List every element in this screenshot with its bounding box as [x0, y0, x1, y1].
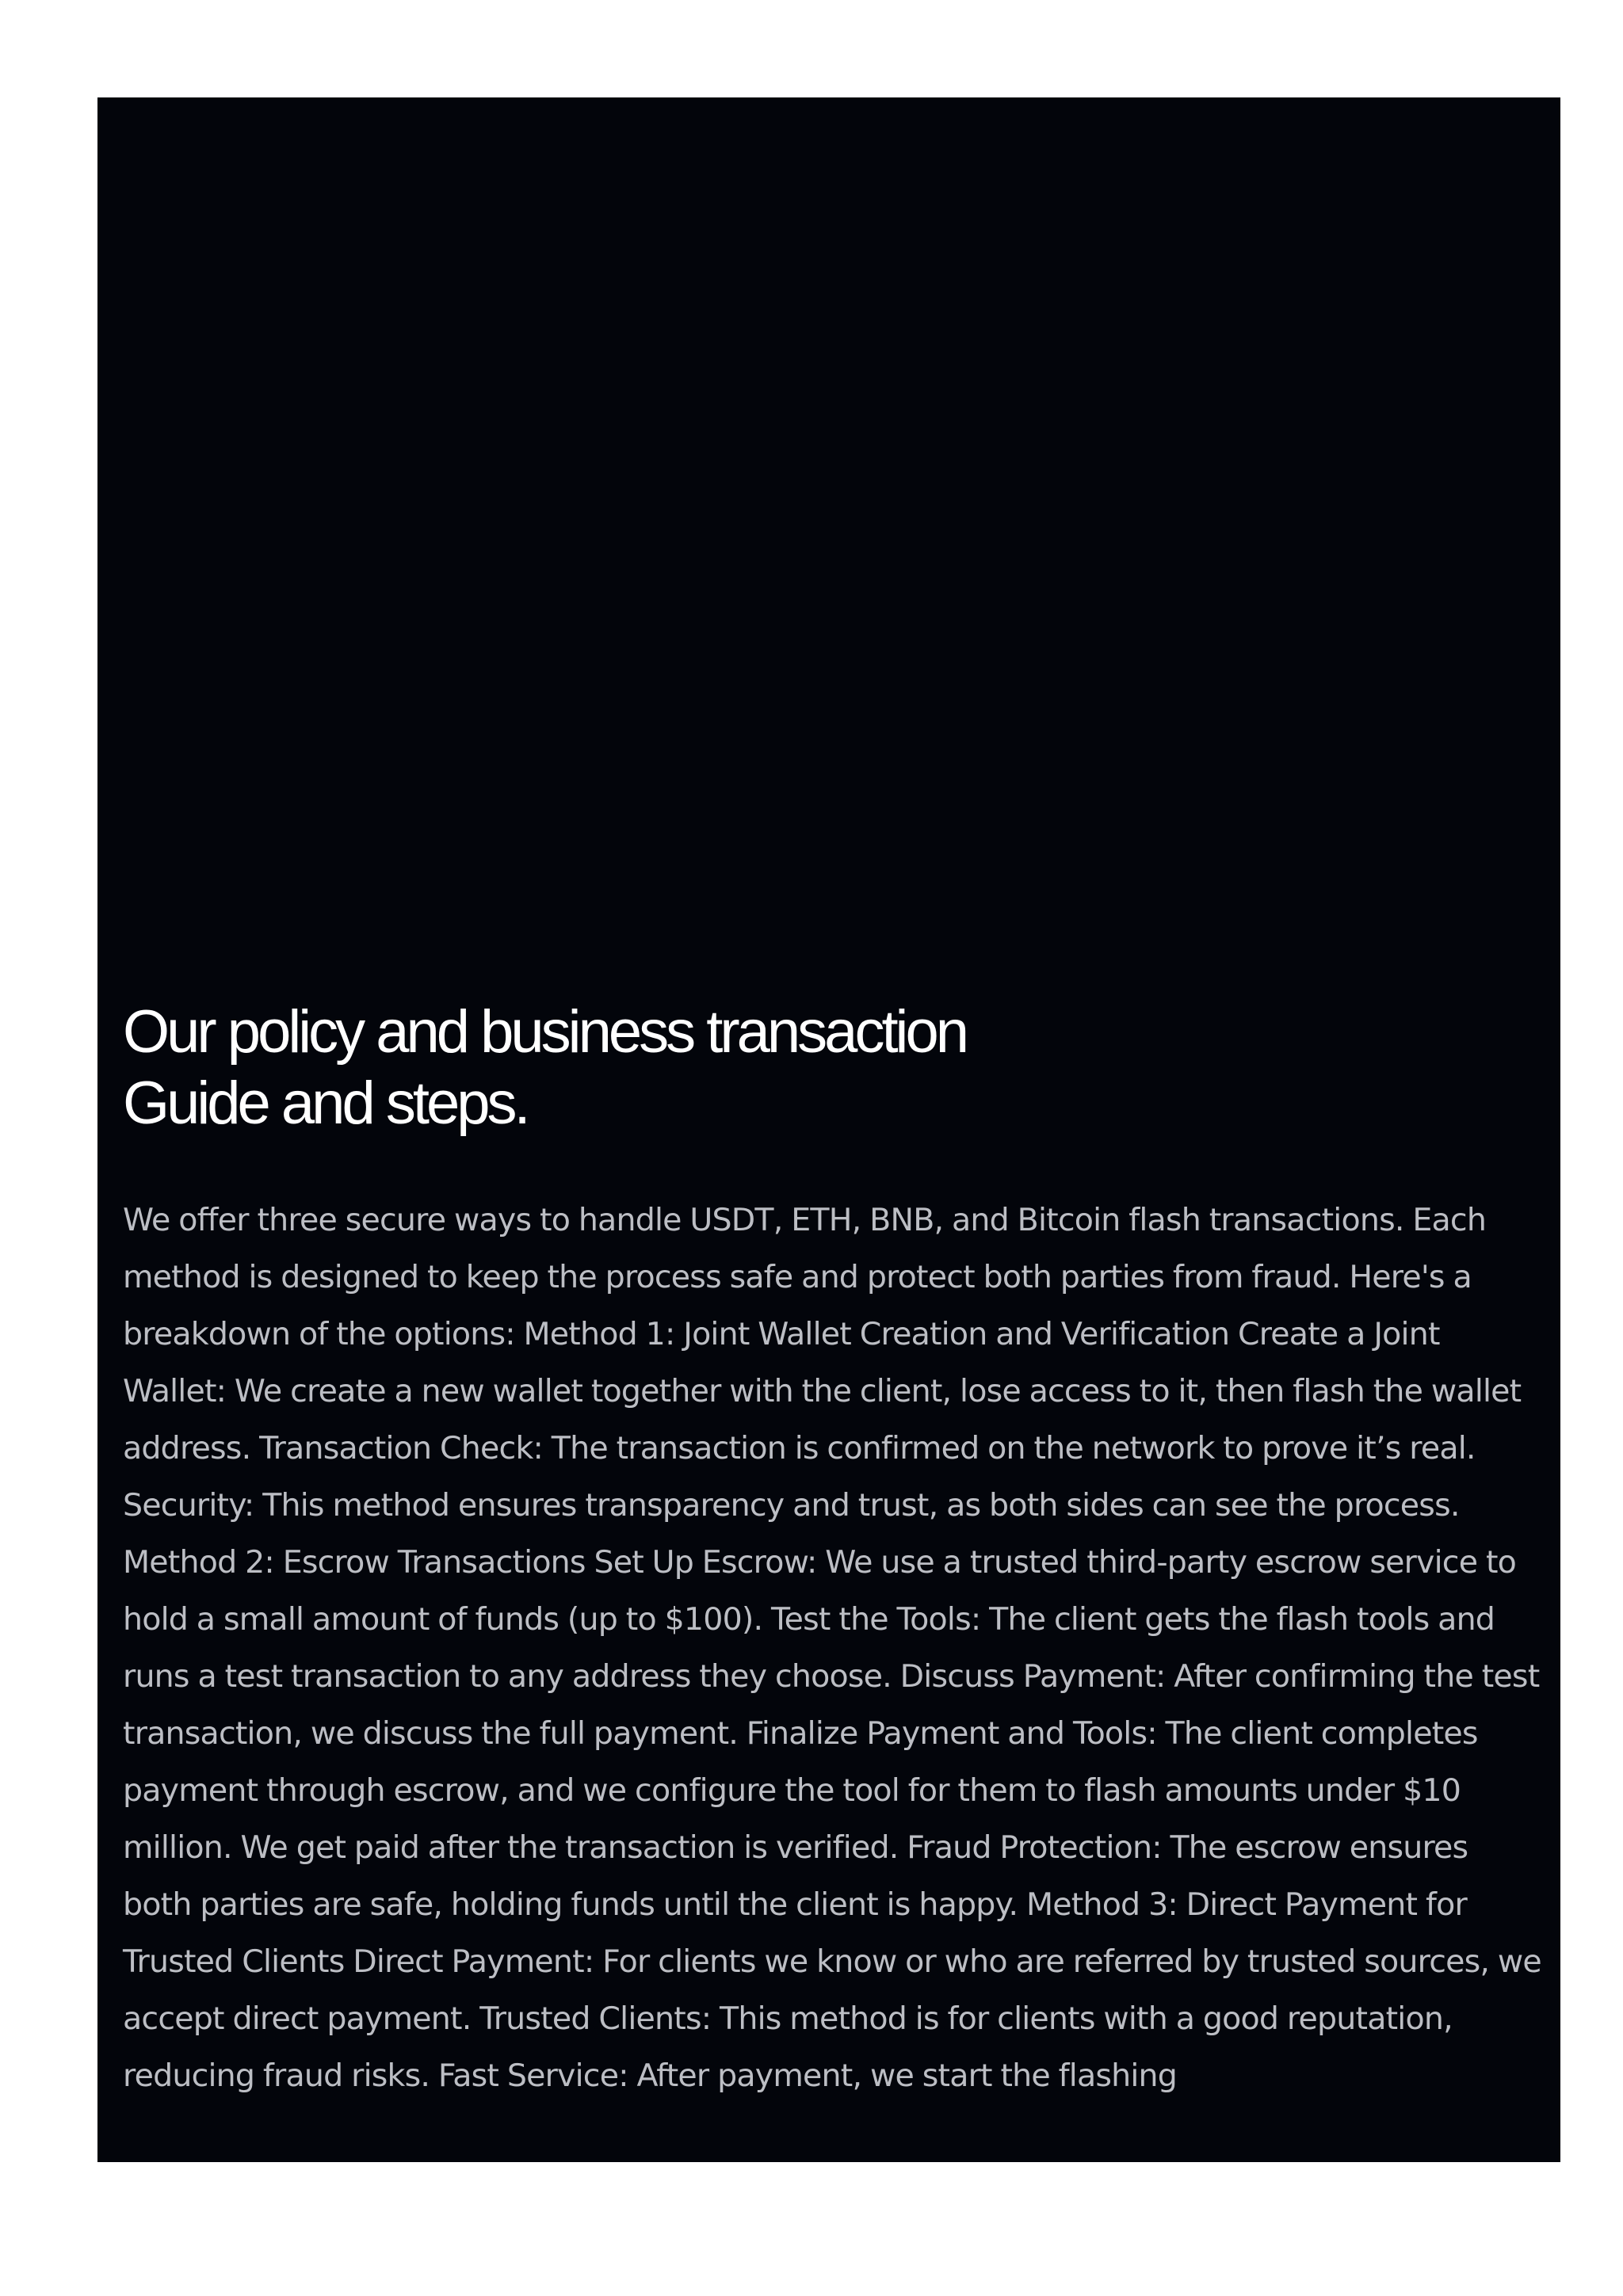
- content-panel: [97, 97, 1560, 2162]
- page-title: [123, 997, 1312, 1139]
- policy-body-text: We offer three secure ways to handle USDT, ETH, BNB, and Bitcoin flash transactions. Each method is designed to keep the process safe and protect both parties from fraud. Here's a breakdown of the options: Method 1: Joint Wallet Creation and Verification Create a Joint Wallet: We create a new wallet together with the client, lose access to it, then flash the wallet address. Transaction Check: The transaction is confirmed on the network to prove it’s real. Security: This method ensures transparency and trust, as both sides can see the process. Method 2: Escrow Transactions Set Up Escrow: We use a trusted third-party escrow service to hold a small amount of funds (up to $100). Test the Tools: The client gets the flash tools and runs a test transaction to any address they choose. Discuss Payment: After confirming the test transaction, we discuss the full payment. Finalize Payment and Tools: The client completes payment through escrow, and we configure the tool for them to flash amounts under $10 million. We get paid after the transaction is verified. Fraud Protection: The escrow ensures both parties are safe, holding funds until the client is happy. Method 3: Direct Payment for Trusted Clients Direct Payment: For clients we know or who are referred by trusted sources, we accept direct payment. Trusted Clients: This method is for clients with a good reputation, reducing fraud risks. Fast Service: After payment, we start the flashing: [123, 1202, 1541, 2094]
- title-line-2: Guide and steps.: [123, 1070, 528, 1137]
- title-line-1: Our policy and business transaction: [123, 998, 966, 1066]
